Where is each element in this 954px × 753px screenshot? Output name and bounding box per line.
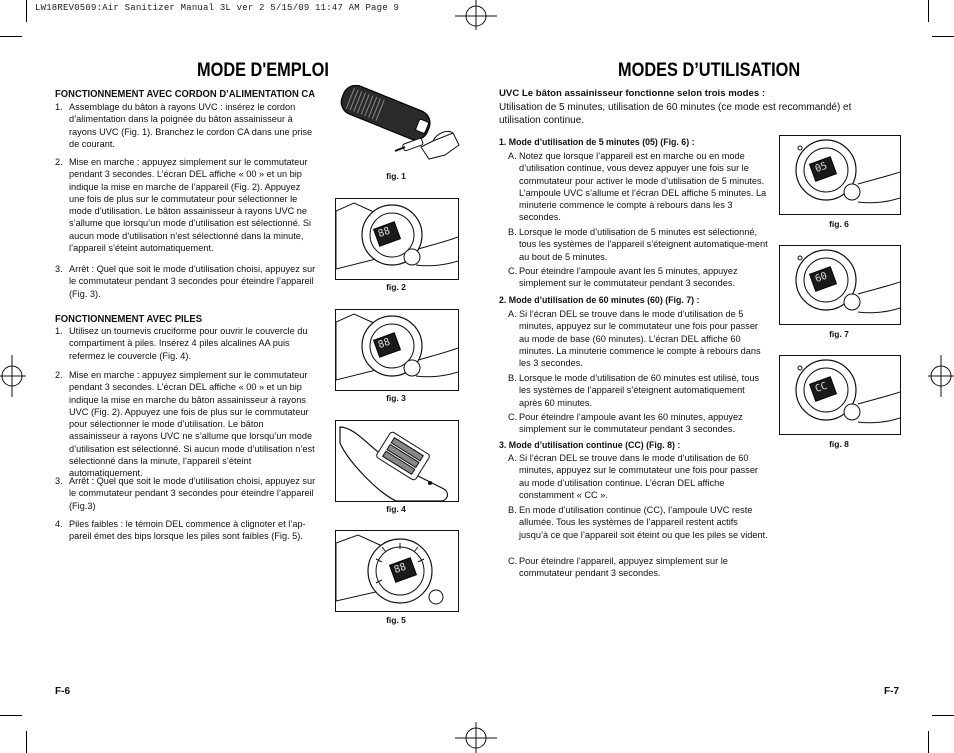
led-display: 88 [376, 336, 392, 352]
mode-3-title: 3. Mode d’utilisation continue (CC) (Fig. 8) : [499, 440, 681, 450]
page-number-left: F-6 [55, 686, 70, 697]
figure-caption: fig. 3 [386, 393, 406, 403]
intro-text: Utilisation de 5 minutes, utilisation de 60 minutes (ce mode est recommandé) et utilisation continue. [499, 101, 852, 126]
registration-mark-top-icon [455, 0, 497, 30]
page-number-right: F-7 [884, 686, 899, 697]
figure-7-device-illustration [780, 246, 900, 324]
figure-7-box [779, 245, 901, 325]
registration-mark-left-icon [0, 355, 26, 397]
figure-caption: fig. 1 [386, 171, 406, 181]
registration-mark-bottom-icon [455, 722, 497, 753]
figure-caption: fig. 2 [386, 282, 406, 292]
mode-1-title: 1. Mode d’utilisation de 5 minutes (05) (Fig. 6) : [499, 137, 695, 147]
led-display: 60 [813, 270, 829, 286]
figure-1-wand-cord-illustration [333, 85, 461, 169]
figure-6-device-illustration [780, 136, 900, 214]
figure-caption: fig. 5 [386, 615, 406, 625]
registration-mark-right-icon [928, 355, 954, 397]
mode-2-title: 2. Mode d’utilisation de 60 minutes (60) (Fig. 7) : [499, 295, 700, 305]
figure-5-box [335, 530, 459, 612]
print-slug: LW18REV0509:Air Sanitizer Manual 3L ver 2 5/15/09 11:47 AM Page 9 [35, 3, 400, 13]
figure-4-box [335, 420, 459, 502]
intro-bold: UVC Le bâton assainisseur fonctionne selon trois modes : [499, 88, 766, 99]
figure-caption: fig. 8 [829, 439, 849, 449]
led-display: 88 [392, 561, 408, 577]
section-title-batteries: FONCTIONNEMENT AVEC PILES [55, 313, 203, 325]
figure-caption: fig. 6 [829, 219, 849, 229]
led-display: CC [813, 380, 829, 396]
right-page-title: MODES D’UTILISATION [618, 60, 801, 81]
intro [499, 87, 869, 128]
figure-3-device-illustration [336, 310, 458, 390]
figure-4-battery-compartment-illustration [336, 421, 458, 501]
figure-8-box [779, 355, 901, 435]
left-page-title: MODE D'EMPLOI [197, 60, 329, 81]
section-title-ac-cord: FONCTIONNEMENT AVEC CORDON D’ALIMENTATION CA [55, 88, 316, 100]
figure-caption: fig. 7 [829, 329, 849, 339]
figure-2-box [335, 198, 459, 280]
led-display: 05 [813, 160, 829, 176]
figure-3-box [335, 309, 459, 391]
led-display: 88 [376, 225, 392, 241]
figure-caption: fig. 4 [386, 504, 406, 514]
figure-2-device-illustration [336, 199, 458, 279]
figure-6-box [779, 135, 901, 215]
figure-8-device-illustration [780, 356, 900, 434]
